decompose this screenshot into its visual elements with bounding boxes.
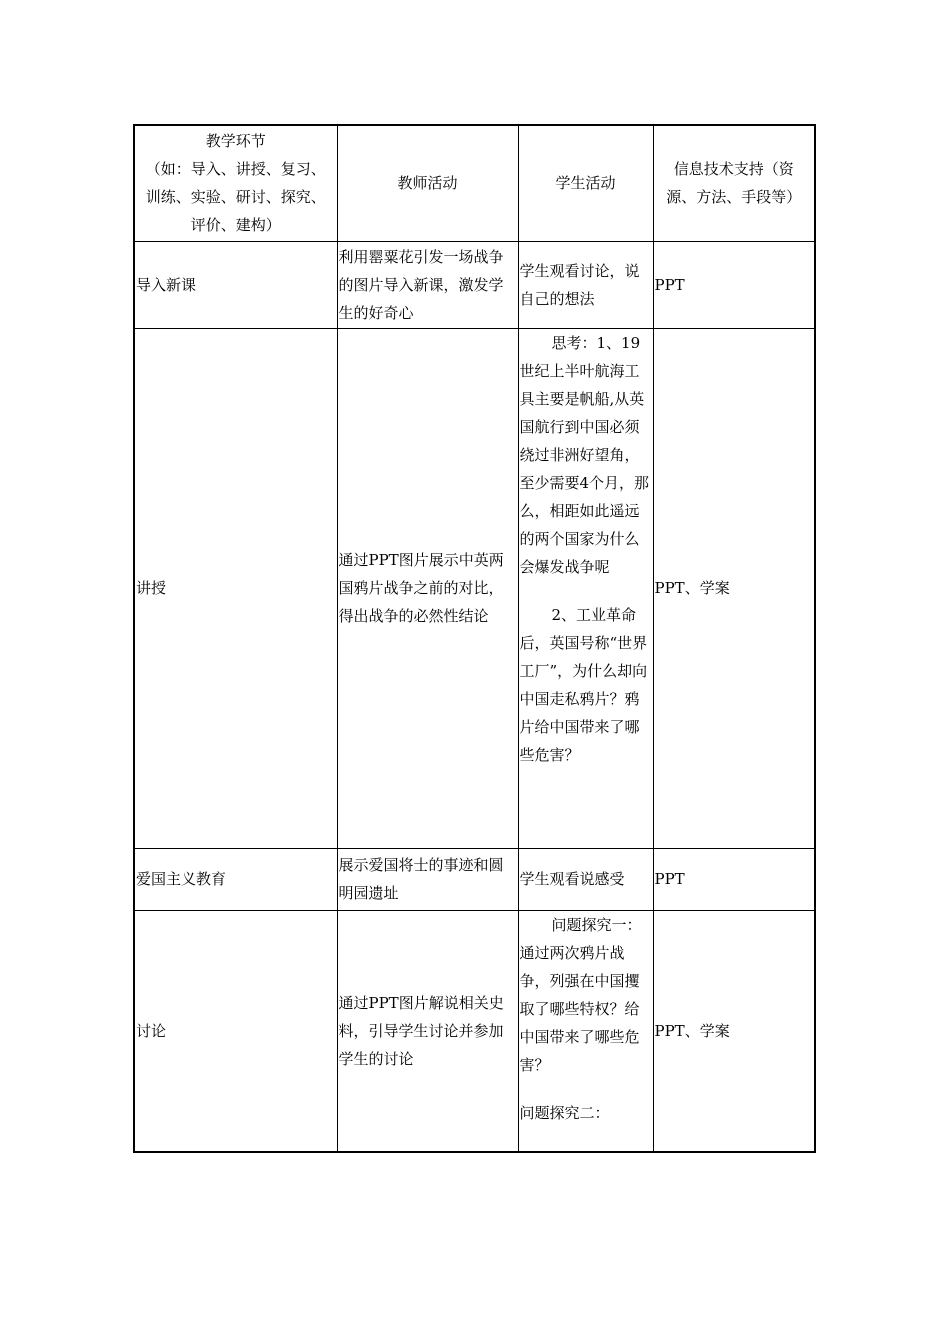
lesson-plan-table (133, 124, 816, 1153)
it-support-cell: PPT (653, 241, 815, 328)
student-activity-cell: 学生观看讨论，说自己的想法 (518, 241, 653, 328)
teacher-activity-cell: 利用罂粟花引发一场战争的图片导入新课，激发学生的好奇心 (337, 241, 518, 328)
stage-cell: 导入新课 (134, 241, 337, 328)
header-it-line-1: 信息技术支持（资 (673, 160, 794, 179)
it-support-cell: PPT、学案 (653, 328, 815, 848)
table-row (134, 910, 815, 1152)
table-row (134, 848, 815, 910)
table-row (134, 328, 815, 848)
header-student-activity: 学生活动 (518, 125, 653, 241)
header-stage-line-3: 训练、实验、研讨、探究、 (145, 188, 326, 207)
teacher-activity-cell: 展示爱国将士的事迹和圆明园遗址 (337, 848, 518, 910)
header-it-support (653, 125, 815, 241)
header-teacher-activity: 教师活动 (337, 125, 518, 241)
it-support-cell: PPT (653, 848, 815, 910)
student-activity-cell: 学生观看说感受 (518, 848, 653, 910)
it-support-cell: PPT、学案 (653, 910, 815, 1152)
student-inquiry-1: 问题探究一：通过两次鸦片战争，列强在中国攫取了哪些特权？给中国带来了哪些危害？ (519, 915, 642, 1074)
header-stage-line-1: 教学环节 (205, 132, 266, 151)
student-question-1: 思考：1、19世纪上半叶航海工具主要是帆船,从英国航行到中国必须绕过非洲好望角，至少需要4个月，那么，相距如此遥远的两个国家为什么会爆发战争呢 (519, 333, 650, 576)
header-it-line-2: 源、方法、手段等） (666, 188, 802, 207)
header-stage-line-2: （如：导入、讲授、复习、 (145, 160, 326, 179)
student-activity-cell (518, 328, 653, 848)
stage-cell: 讨论 (134, 910, 337, 1152)
header-row (134, 125, 815, 241)
header-teaching-stage (134, 125, 337, 241)
student-inquiry-2: 问题探究二： (519, 1103, 610, 1122)
header-stage-line-4: 评价、建构） (190, 216, 281, 235)
student-activity-cell (518, 910, 653, 1152)
stage-cell: 爱国主义教育 (134, 848, 337, 910)
table-row (134, 241, 815, 328)
stage-cell: 讲授 (134, 328, 337, 848)
teacher-activity-cell: 通过PPT图片展示中英两国鸦片战争之前的对比，得出战争的必然性结论 (337, 328, 518, 848)
teacher-activity-cell: 通过PPT图片解说相关史料，引导学生讨论并参加学生的讨论 (337, 910, 518, 1152)
student-question-2: 2、工业革命后，英国号称“世界工厂”，为什么却向中国走私鸦片？鸦片给中国带来了哪些危害？ (519, 605, 648, 764)
